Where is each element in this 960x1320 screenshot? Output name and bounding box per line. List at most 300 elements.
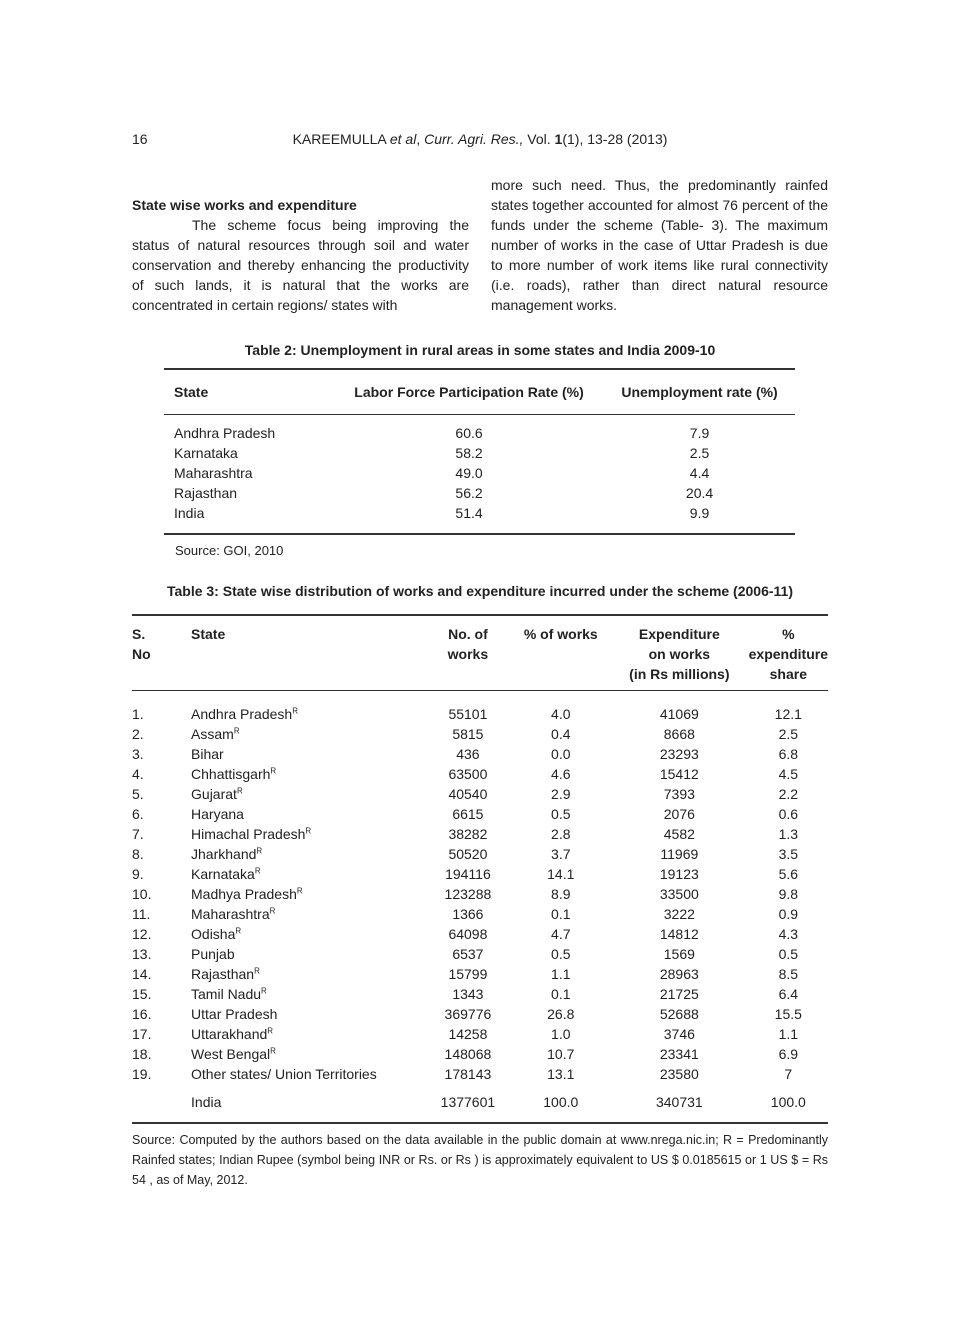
table3-cell-pct-works (512, 1024, 611, 1044)
table3-cell-sno-text: 11. (132, 906, 151, 922)
table3-cell-share (749, 824, 828, 844)
table3-cell-sno (132, 1064, 191, 1084)
rainfed-marker: R (270, 1046, 276, 1056)
table3-cell-state-text: Himachal Pradesh (191, 826, 306, 842)
table3-cell-expenditure (610, 691, 749, 725)
table3-cell-state (191, 964, 424, 984)
table3-cell-pct-works (512, 784, 611, 804)
table3-row (132, 1024, 828, 1044)
table3-cell-pct-works (512, 964, 611, 984)
journal-name: Curr. Agri. Res., (424, 131, 524, 147)
table3-row (132, 824, 828, 844)
table3-cell-share-text: 5.6 (778, 866, 799, 882)
table3-cell-works-text: 194116 (445, 866, 491, 882)
table3-cell-state-text: Bihar (191, 746, 224, 762)
rainfed-marker: R (236, 786, 243, 796)
table3-cell-expenditure (610, 864, 749, 884)
table3-cell-pct-works-text: 100.0 (543, 1094, 579, 1110)
table3-cell-sno (132, 844, 191, 864)
table3-cell-state (191, 864, 424, 884)
table3-cell-sno-text: 18. (132, 1046, 152, 1062)
table3-cell-pct-works-text: 4.7 (551, 926, 571, 942)
table3-cell-state-text: Jharkhand (191, 846, 257, 862)
table3-cell-sno (132, 744, 191, 764)
table3-cell-pct-works-text: 0.1 (551, 906, 571, 922)
table3-row (132, 924, 828, 944)
table3-cell-expenditure-text: 33500 (659, 886, 699, 902)
table2-cell-lfpr: 60.6 (455, 425, 483, 441)
table3-cell-works-text: 64098 (448, 926, 488, 942)
table3-cell-works (424, 904, 511, 924)
table3-body (132, 691, 828, 1124)
table3-cell-state (191, 824, 424, 844)
table3-cell-sno-text: 1. (132, 706, 144, 722)
table2-cell-unemployment: 4.4 (689, 465, 710, 481)
table3-cell-works-text: 148068 (444, 1046, 492, 1062)
table3-cell-expenditure-text: 28963 (659, 966, 699, 982)
author: KAREEMULLA (292, 131, 386, 147)
etal: et al (389, 131, 417, 147)
table3-cell-expenditure-text: 23341 (659, 1046, 699, 1062)
right-paragraph: more such need. Thus, the predominantly rainfed states together accounted for almost 76 percent of the funds under the scheme (Table- 3). The maximum number of works in the case of Uttar Pradesh is due to more number of work items like rural connectivity (i.e. roads), rather than direct natural resource management works. (491, 177, 828, 313)
table3-cell-pct-works-text: 0.5 (551, 806, 571, 822)
table2-cell-lfpr: 56.2 (455, 485, 483, 501)
table3-cell-state-text: Other states/ Union Territories (191, 1066, 377, 1082)
table3-cell-pct-works-text: 2.9 (551, 786, 571, 802)
header-line: works (447, 646, 489, 662)
table3-cell-expenditure (610, 744, 749, 764)
table3-cell-state (191, 764, 424, 784)
table3-cell-sno-text: 3. (132, 746, 144, 762)
table3-cell-state (191, 884, 424, 904)
table3-header-works (424, 615, 511, 691)
table3-cell-works-text: 50520 (448, 846, 488, 862)
table3-cell-state (191, 844, 424, 864)
table3-total-row (132, 1084, 828, 1123)
table3-cell-expenditure-text: 1569 (663, 946, 695, 962)
table3-cell-works-text: 38282 (448, 826, 488, 842)
vol-number: 1 (554, 131, 563, 147)
table3-cell-pct-works (512, 924, 611, 944)
table3-cell-pct-works-text: 10.7 (547, 1046, 575, 1062)
table3-cell-sno-text: 19. (132, 1066, 152, 1082)
table3-cell-pct-works-text: 0.1 (551, 986, 571, 1002)
table3-cell-share-text: 4.5 (778, 766, 799, 782)
header-line: expenditure (748, 646, 828, 662)
table3-cell-expenditure-text: 15412 (659, 766, 699, 782)
table3-cell-share (749, 784, 828, 804)
page-number: 16 (132, 131, 148, 147)
table3-cell-share (749, 804, 828, 824)
table3-cell-sno (132, 724, 191, 744)
table2-cell-state: Maharashtra (174, 465, 253, 481)
table3-cell-expenditure-text: 23293 (659, 746, 699, 762)
table2-cell-state: India (174, 505, 205, 521)
rainfed-marker: R (292, 706, 298, 716)
table3-cell-expenditure (610, 724, 749, 744)
table3-row (132, 784, 828, 804)
table3-cell-pct-works (512, 1064, 611, 1084)
table2 (164, 368, 795, 535)
table3-cell-pct-works-text: 1.0 (551, 1026, 571, 1042)
table3 (132, 614, 828, 1124)
table3-cell-share-text: 6.9 (778, 1046, 799, 1062)
table3-cell-pct-works (512, 904, 611, 924)
table3-cell-works-text: 14258 (448, 1026, 488, 1042)
table3-cell-state-text: Uttarakhand (191, 1026, 268, 1042)
table2-cell-lfpr: 58.2 (455, 445, 483, 461)
table3-header-expenditure (610, 615, 749, 691)
table3-cell-state-text: Karnataka (191, 866, 255, 882)
table3-cell-pct-works (512, 1044, 611, 1064)
table3-cell-expenditure-text: 4582 (663, 826, 695, 842)
table3-row (132, 1004, 828, 1024)
table3-cell-sno-text: 4. (132, 766, 144, 782)
header-line: (in Rs millions) (629, 666, 730, 682)
left-paragraph: The scheme focus being improving the status of natural resources through soil and water conservation and thereby enhancing the productivity of such lands, it is natural that the works are concentrated in certain regions/ states with (132, 217, 469, 313)
table3-cell-share (749, 944, 828, 964)
table3-cell-sno (132, 1024, 191, 1044)
table3-row (132, 744, 828, 764)
table3-cell-pct-works-text: 4.0 (551, 706, 571, 722)
table3-cell-state-text: Haryana (191, 806, 244, 822)
table3-cell-pct-works-text: 26.8 (547, 1006, 575, 1022)
table3-cell-share-text: 9.8 (778, 886, 799, 902)
table3-cell-expenditure-text: 2076 (663, 806, 695, 822)
table2-cell-state: Andhra Pradesh (174, 425, 276, 441)
table3-cell-expenditure-text: 41069 (659, 706, 699, 722)
table3-cell-pct-works (512, 944, 611, 964)
table3-cell-works (424, 1064, 511, 1084)
table3-cell-state (191, 744, 424, 764)
table3-cell-works (424, 944, 511, 964)
comma: , (416, 131, 421, 147)
table3-cell-state-text: Uttar Pradesh (191, 1006, 278, 1022)
table3-cell-state-text: West Bengal (191, 1046, 271, 1062)
table3-cell-state-text: Madhya Pradesh (191, 886, 297, 902)
table3-row (132, 804, 828, 824)
table3-row (132, 764, 828, 784)
table3-cell-expenditure (610, 804, 749, 824)
table2-cell-unemployment: 20.4 (685, 485, 714, 501)
table3-header-share (749, 615, 828, 691)
table3-cell-sno-text: 17. (132, 1026, 152, 1042)
rainfed-marker: R (296, 886, 303, 896)
table2-cell-state: Rajasthan (174, 485, 238, 501)
table3-cell-works (424, 844, 511, 864)
table3-cell-sno-text: 10. (132, 886, 152, 902)
table3-cell-pct-works-text: 0.5 (551, 946, 571, 962)
table3-cell-share (749, 864, 828, 884)
header-line: on works (648, 646, 711, 662)
table3-cell-expenditure (610, 904, 749, 924)
table3-cell-state (191, 944, 424, 964)
table3-cell-expenditure (610, 1084, 749, 1123)
table3-cell-state (191, 984, 424, 1004)
table3-cell-sno-text: 2. (132, 726, 144, 742)
table3-cell-share (749, 1064, 828, 1084)
table3-cell-share (749, 1044, 828, 1064)
table3-cell-works-text: 15799 (448, 966, 488, 982)
table3-row (132, 844, 828, 864)
table3-cell-share-text: 7 (784, 1066, 793, 1082)
table3-header-pct-works: % of works (512, 615, 611, 691)
table2-header-state: State (164, 369, 334, 415)
table3-cell-share (749, 964, 828, 984)
table3-cell-sno (132, 904, 191, 924)
table3-cell-state-text: Tamil Nadu (191, 986, 262, 1002)
table2-cell-unemployment: 2.5 (689, 445, 710, 461)
table3-cell-sno (132, 884, 191, 904)
table2-header-row (164, 369, 795, 415)
table3-cell-share (749, 904, 828, 924)
table3-cell-pct-works-text: 0.0 (551, 746, 571, 762)
header-line: S. (132, 626, 146, 642)
table3-cell-sno (132, 1044, 191, 1064)
table2-header-unemployment: Unemployment rate (%) (604, 369, 795, 415)
table3-cell-state-text: Assam (191, 726, 234, 742)
table3-cell-state (191, 924, 424, 944)
table3-cell-share-text: 0.6 (778, 806, 799, 822)
table3-cell-state-text: Odisha (191, 926, 236, 942)
table3-cell-expenditure-text: 3222 (663, 906, 695, 922)
table3-cell-state (191, 1064, 424, 1084)
table3-cell-sno (132, 824, 191, 844)
table3-row (132, 884, 828, 904)
rainfed-marker: R (261, 986, 267, 996)
table3-cell-share-text: 1.1 (778, 1026, 799, 1042)
table3-cell-works-text: 369776 (444, 1006, 492, 1022)
table3-cell-share (749, 1024, 828, 1044)
table3-cell-share-text: 4.3 (778, 926, 799, 942)
table3-cell-share-text: 3.5 (778, 846, 799, 862)
table3-row (132, 1044, 828, 1064)
left-column (132, 195, 469, 315)
table3-cell-state-text: Andhra Pradesh (191, 706, 293, 722)
table3-row (132, 1064, 828, 1084)
table3-cell-works (424, 724, 511, 744)
table3-cell-pct-works (512, 864, 611, 884)
table3-cell-works (424, 1004, 511, 1024)
table3-cell-expenditure (610, 1064, 749, 1084)
table3-cell-expenditure-text: 19123 (659, 866, 699, 882)
table3-cell-sno (132, 964, 191, 984)
table3-cell-works (424, 1084, 511, 1123)
rainfed-marker: R (254, 966, 260, 976)
table3-cell-pct-works (512, 1084, 611, 1123)
header-line: No. of (448, 626, 488, 642)
table3-cell-sno (132, 864, 191, 884)
table3-cell-works (424, 1044, 511, 1064)
table3-cell-pct-works (512, 1004, 611, 1024)
table3-cell-works (424, 764, 511, 784)
table3-cell-works (424, 784, 511, 804)
table3-row (132, 944, 828, 964)
table3-cell-state-text: Punjab (191, 946, 235, 962)
table3-cell-state (191, 1004, 424, 1024)
table3-cell-expenditure-text: 11969 (660, 846, 699, 862)
table3-cell-works-text: 1366 (452, 906, 484, 922)
table3-cell-pct-works (512, 691, 611, 725)
table3-cell-state (191, 1044, 424, 1064)
table3-cell-works (424, 924, 511, 944)
right-column (491, 175, 828, 315)
table3-cell-expenditure (610, 944, 749, 964)
table3-row (132, 964, 828, 984)
table3-cell-share-text: 0.9 (778, 906, 799, 922)
table3-cell-state-text: Chhattisgarh (191, 766, 271, 782)
table3-cell-share-text: 12.1 (774, 706, 802, 722)
table3-cell-share (749, 984, 828, 1004)
table3-cell-state (191, 1024, 424, 1044)
table3-cell-sno (132, 804, 191, 824)
table2-header-lfpr: Labor Force Participation Rate (%) (334, 369, 604, 415)
rainfed-marker: R (267, 1026, 274, 1036)
table3-cell-pct-works (512, 884, 611, 904)
table3-caption: Table 3: State wise distribution of works and expenditure incurred under the scheme (2006-11) (166, 583, 793, 599)
table3-cell-share (749, 724, 828, 744)
table3-cell-works-text: 178143 (444, 1066, 492, 1082)
table3-cell-works (424, 964, 511, 984)
table3-header-row (132, 615, 828, 691)
table3-cell-works-text: 6615 (452, 806, 484, 822)
table3-cell-share (749, 1004, 828, 1024)
table3-cell-share (749, 844, 828, 864)
rainfed-marker: R (235, 926, 242, 936)
table3-cell-expenditure-text: 340731 (655, 1094, 703, 1110)
table3-cell-expenditure (610, 884, 749, 904)
table3-cell-state (191, 784, 424, 804)
table3-row (132, 691, 828, 725)
header-line: % (782, 626, 795, 642)
table3-cell-works-text: 1377601 (440, 1094, 496, 1110)
table3-cell-pct-works (512, 824, 611, 844)
table3-cell-expenditure-text: 14812 (659, 926, 699, 942)
table3-cell-state (191, 724, 424, 744)
table3-cell-pct-works-text: 14.1 (547, 866, 575, 882)
table3-cell-share (749, 764, 828, 784)
table3-cell-state-text: Gujarat (191, 786, 237, 802)
table2-row (164, 483, 795, 503)
table3-cell-expenditure-text: 7393 (663, 786, 695, 802)
table3-cell-pct-works (512, 724, 611, 744)
table3-cell-share-text: 8.5 (778, 966, 799, 982)
table3-cell-state (191, 1084, 424, 1123)
table3-cell-pct-works (512, 764, 611, 784)
table3-cell-expenditure (610, 964, 749, 984)
table3-cell-works (424, 691, 511, 725)
table3-cell-sno (132, 691, 191, 725)
table3-cell-expenditure (610, 1004, 749, 1024)
table3-row (132, 724, 828, 744)
table2-cell-lfpr: 51.4 (455, 505, 483, 521)
table3-cell-works-text: 55101 (448, 706, 488, 722)
table3-cell-sno-text: 8. (132, 846, 144, 862)
table3-cell-works-text: 1343 (452, 986, 484, 1002)
table3-cell-sno (132, 924, 191, 944)
table3-cell-sno (132, 1084, 191, 1123)
table3-cell-share-text: 0.5 (778, 946, 799, 962)
table3-cell-works-text: 5815 (452, 726, 484, 742)
table3-cell-pct-works (512, 844, 611, 864)
table3-cell-state (191, 804, 424, 824)
table3-cell-share-text: 100.0 (770, 1094, 806, 1110)
table3-cell-share (749, 744, 828, 764)
table3-cell-share (749, 924, 828, 944)
table2-row (164, 503, 795, 534)
rainfed-marker: R (254, 866, 261, 876)
table3-cell-sno-text: 14. (132, 966, 152, 982)
table3-cell-pct-works-text: 3.7 (551, 846, 571, 862)
table3-cell-works (424, 1024, 511, 1044)
table3-cell-pct-works-text: 4.6 (551, 766, 571, 782)
running-head (0, 131, 960, 147)
table2-source: Source: GOI, 2010 (175, 543, 284, 558)
table3-cell-expenditure (610, 824, 749, 844)
vol-prefix: Vol. (527, 131, 551, 147)
table3-cell-pct-works (512, 804, 611, 824)
table3-cell-sno (132, 764, 191, 784)
table3-cell-works-text: 6537 (452, 946, 484, 962)
table3-cell-works (424, 884, 511, 904)
table3-cell-expenditure-text: 3746 (663, 1026, 695, 1042)
table3-cell-pct-works-text: 1.1 (551, 966, 571, 982)
table3-cell-share-text: 15.5 (774, 1006, 802, 1022)
table3-cell-expenditure (610, 844, 749, 864)
rainfed-marker: R (270, 766, 277, 776)
table3-cell-pct-works-text: 0.4 (551, 726, 571, 742)
table3-cell-pct-works-text: 2.8 (551, 826, 571, 842)
table3-cell-works (424, 984, 511, 1004)
header-line: Expenditure (638, 626, 720, 642)
table3-cell-share-text: 2.5 (778, 726, 799, 742)
table3-cell-sno (132, 984, 191, 1004)
table3-cell-works (424, 824, 511, 844)
section-heading: State wise works and expenditure (132, 197, 357, 213)
table3-source: Source: Computed by the authors based on the data available in the public domain at www.nrega.nic.in; R = Predominantly Rainfed states; Indian Rupee (symbol being INR or Rs. or Rs ) is approximately equivalent to US $ 0.0185615 or 1 US $ = Rs 54 , as of May, 2012. (132, 1133, 828, 1187)
table3-cell-sno-text: 7. (132, 826, 144, 842)
table3-cell-sno-text: 16. (132, 1006, 152, 1022)
table3-cell-sno-text: 13. (132, 946, 152, 962)
table3-cell-sno (132, 944, 191, 964)
rainfed-marker: R (269, 906, 276, 916)
table3-row (132, 984, 828, 1004)
table2-row (164, 415, 795, 444)
rainfed-marker: R (305, 826, 312, 836)
table3-cell-expenditure (610, 984, 749, 1004)
table3-cell-sno-text: 15. (132, 986, 152, 1002)
table2-cell-state: Karnataka (174, 445, 238, 461)
table3-cell-sno (132, 784, 191, 804)
table2-cell-unemployment: 7.9 (689, 425, 710, 441)
table3-cell-works (424, 744, 511, 764)
table3-cell-expenditure (610, 924, 749, 944)
table3-cell-sno-text: 9. (132, 866, 144, 882)
table2-cell-unemployment: 9.9 (689, 505, 710, 521)
table3-cell-expenditure-text: 21725 (659, 986, 699, 1002)
table3-cell-pct-works-text: 8.9 (551, 886, 571, 902)
table3-cell-share-text: 2.2 (778, 786, 799, 802)
table3-cell-works-text: 436 (456, 746, 480, 762)
table3-cell-expenditure (610, 784, 749, 804)
table3-cell-share (749, 691, 828, 725)
table3-cell-sno-text: 5. (132, 786, 144, 802)
table3-cell-expenditure-text: 52688 (659, 1006, 699, 1022)
table3-cell-works-text: 123288 (444, 886, 492, 902)
table3-cell-sno-text: 12. (132, 926, 152, 942)
table3-header-state: State (191, 615, 424, 691)
table2-row (164, 443, 795, 463)
